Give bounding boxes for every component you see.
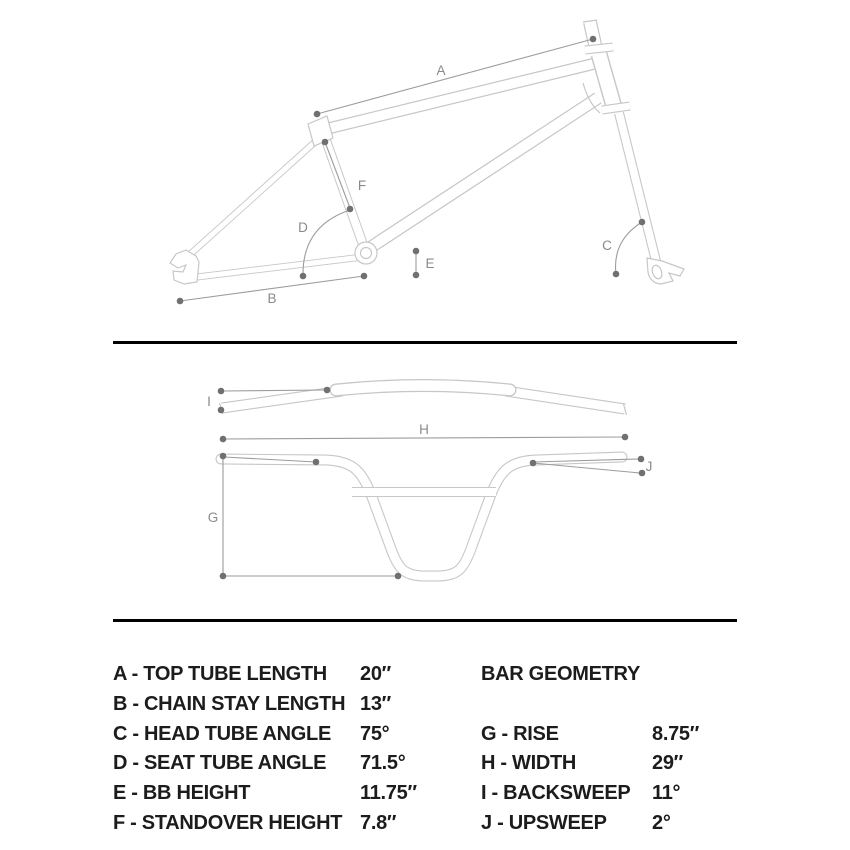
dim-dot	[639, 219, 646, 226]
spec-row	[481, 779, 761, 809]
dim-dot	[313, 459, 320, 466]
spec-value: 20″	[360, 663, 391, 686]
spec-label: E - BB HEIGHT	[113, 782, 251, 805]
spec-label: G - RISE	[481, 722, 559, 745]
dim-dot	[314, 111, 321, 118]
headset-bottom-cup	[602, 106, 630, 110]
spec-value: 75°	[360, 722, 390, 745]
dim-dot	[395, 573, 402, 580]
dim-dot	[639, 470, 646, 477]
spec-row	[481, 808, 761, 838]
section-divider-bottom	[113, 619, 737, 622]
dim-label-f: F	[357, 178, 367, 193]
frame-down-tube	[371, 98, 598, 247]
dim-dot	[622, 434, 629, 441]
head-tube	[599, 54, 614, 107]
bottom-bracket	[355, 242, 377, 264]
bar-top-view-center-sleeve	[336, 386, 510, 391]
dim-dot	[300, 273, 307, 280]
bar-top-view-right-grip	[506, 391, 625, 409]
frame-chain-stay	[197, 257, 363, 277]
handlebar-drawing	[220, 386, 627, 577]
spec-value: 7.8″	[360, 811, 397, 834]
spec-value: 11°	[652, 782, 681, 805]
dim-dot	[218, 388, 225, 395]
spec-label: I - BACKSWEEP	[481, 782, 631, 805]
spec-label: A - TOP TUBE LENGTH	[113, 663, 327, 686]
dim-line-j-lower	[533, 463, 640, 473]
dim-dot	[590, 36, 597, 43]
bar-top-view-left-grip	[222, 391, 342, 408]
headset-top-cup	[585, 47, 613, 50]
dim-dot	[413, 248, 420, 255]
bar-dimensions	[207, 387, 652, 580]
dim-dot	[613, 271, 620, 278]
dim-dot	[177, 298, 184, 305]
spec-label: H - WIDTH	[481, 752, 577, 775]
spec-row	[113, 719, 463, 749]
dim-label-h: H	[419, 422, 429, 437]
spec-row	[113, 808, 463, 838]
dim-dot	[322, 139, 329, 146]
spec-row	[113, 690, 463, 720]
rear-dropout	[170, 250, 199, 284]
dim-dot	[218, 407, 225, 414]
dim-dot	[638, 456, 645, 463]
frame-dimensions	[177, 36, 646, 306]
spec-row	[113, 779, 463, 809]
dim-arc-c	[616, 222, 642, 274]
spec-row	[481, 719, 761, 749]
spec-row	[113, 660, 463, 690]
dim-dot	[324, 387, 331, 394]
spec-label: F - STANDOVER HEIGHT	[113, 811, 343, 834]
frame-seat-stay	[186, 142, 315, 258]
bar-geometry-header-row	[481, 660, 761, 690]
dim-line-h	[223, 437, 625, 439]
dim-dot	[347, 206, 354, 213]
dim-dot	[220, 453, 227, 460]
spec-value: 2°	[652, 811, 671, 834]
bar-geometry-header: BAR GEOMETRY	[481, 663, 640, 686]
spec-value: 71.5°	[360, 752, 406, 775]
frame-geometry-table	[113, 660, 463, 838]
spec-label: B - CHAIN STAY LENGTH	[113, 693, 346, 716]
dim-dot	[413, 272, 420, 279]
dim-dot	[220, 573, 227, 580]
spec-value: 13″	[360, 693, 391, 716]
spec-value: 29″	[652, 752, 683, 775]
spec-value: 8.75″	[652, 722, 700, 745]
dim-label-a: A	[436, 63, 446, 78]
spec-label: D - SEAT TUBE ANGLE	[113, 752, 327, 775]
dim-dot	[220, 436, 227, 443]
frame-top-tube	[326, 64, 593, 129]
dim-label-j: J	[645, 459, 653, 474]
spec-value: 11.75″	[360, 782, 417, 805]
dim-label-e: E	[425, 256, 435, 271]
dim-label-i: I	[207, 394, 211, 409]
dim-label-c: C	[602, 238, 612, 253]
section-divider-top	[113, 341, 737, 344]
spec-row	[481, 749, 761, 779]
bar-front-view-tube	[221, 457, 622, 576]
spec-row	[113, 749, 463, 779]
dim-line-f	[325, 142, 350, 208]
spec-row-spacer	[481, 690, 761, 720]
dim-label-b: B	[267, 291, 277, 306]
bar-geometry-table	[481, 660, 761, 838]
spec-label: C - HEAD TUBE ANGLE	[113, 722, 332, 745]
dim-dot	[530, 460, 537, 467]
dim-label-d: D	[298, 220, 308, 235]
spec-label: J - UPSWEEP	[481, 811, 607, 834]
dim-dot	[361, 273, 368, 280]
dim-label-g: G	[207, 510, 219, 525]
